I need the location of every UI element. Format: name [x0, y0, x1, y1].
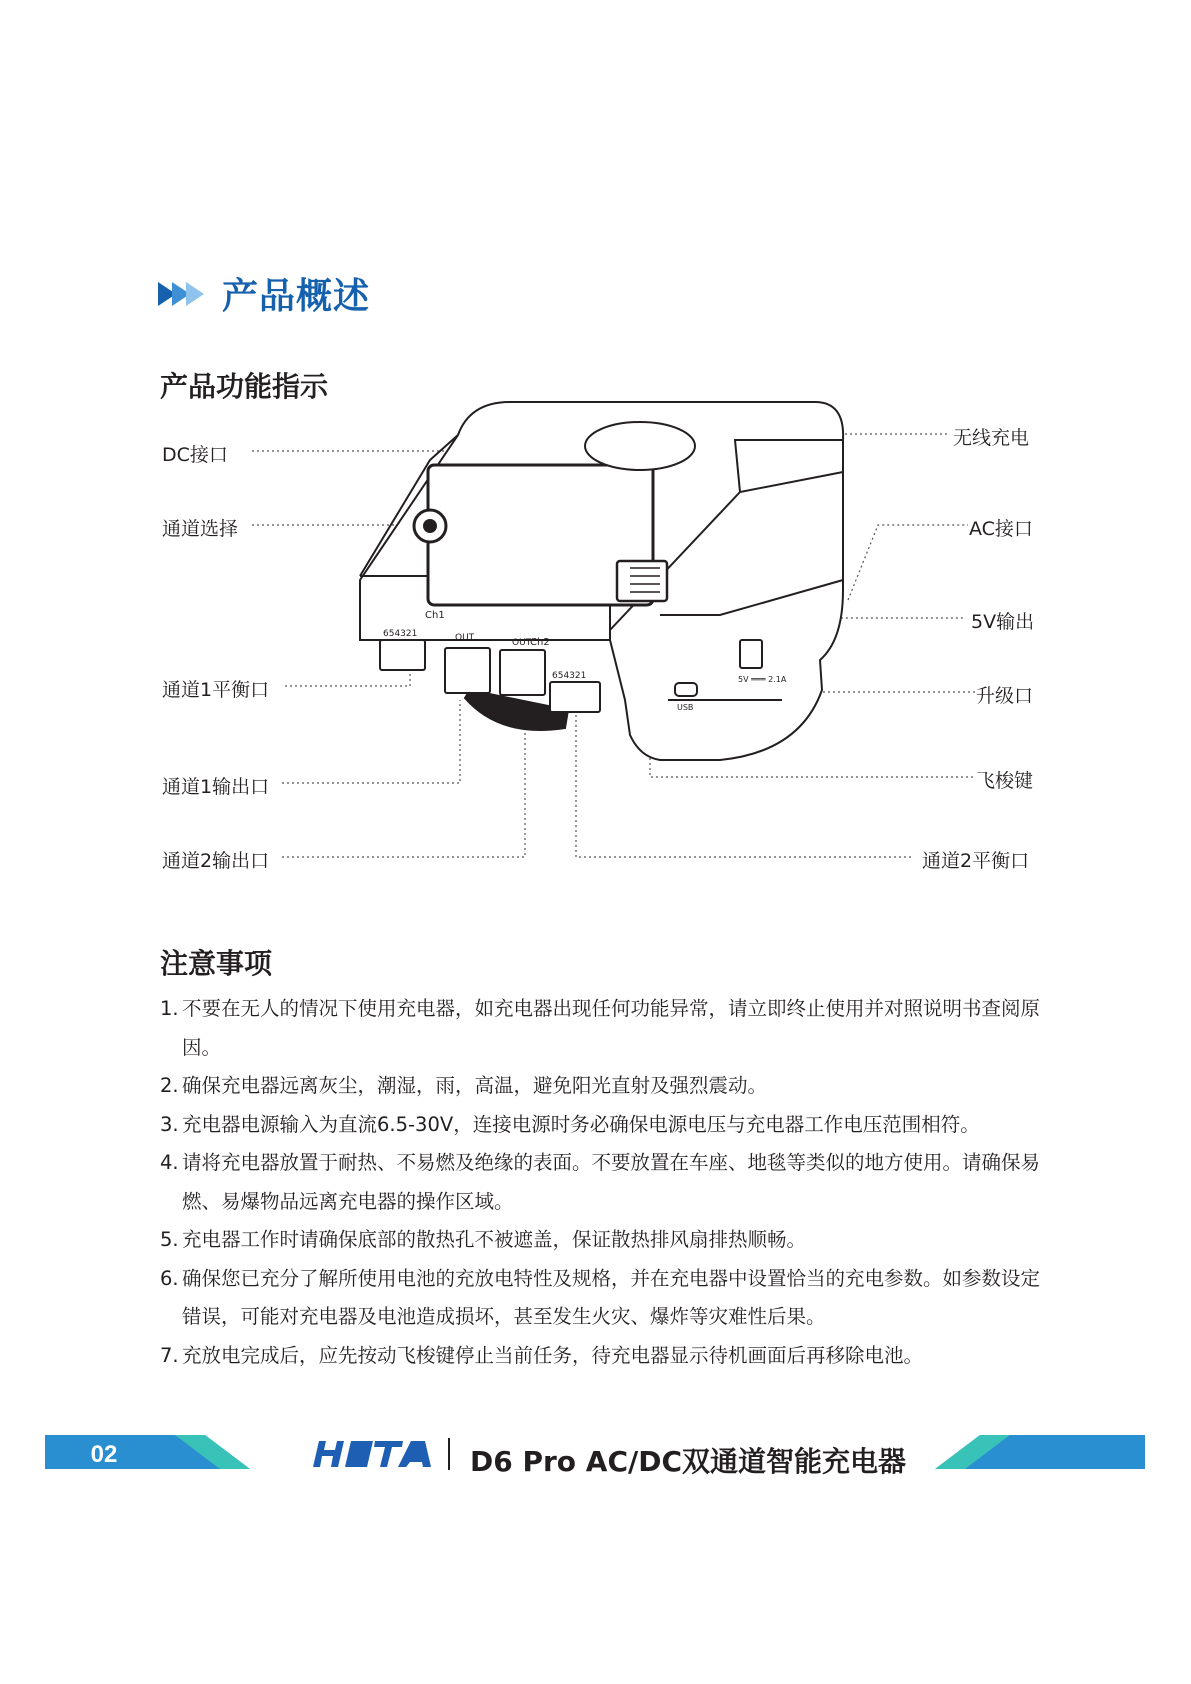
callout-ch1-output: 通道1输出口 [162, 776, 270, 798]
callout-usb-5v: 5V输出 [971, 611, 1035, 633]
footer-product-title: D6 Pro AC/DC双通道智能充电器 [470, 1445, 907, 1478]
callout-shuttle-key: 飞梭键 [976, 770, 1034, 792]
device-pins1: 654321 [383, 629, 418, 639]
note-text: 不要在无人的情况下使用充电器，如充电器出现任何功能异常，请立即终止使用并对照说明书查阅原因。 [182, 997, 1041, 1059]
note-number: 6. [160, 1266, 179, 1290]
notes-title: 注意事项 [160, 947, 273, 980]
footer-right-bar [935, 1435, 1191, 1475]
note-number: 7. [160, 1343, 179, 1367]
callout-ch1-balance: 通道1平衡口 [162, 679, 270, 701]
device-ch2: Ch2 [530, 637, 550, 648]
device-pins2: 654321 [552, 671, 587, 681]
callout-dc-port: DC接口 [162, 444, 228, 466]
note-text: 确保您已充分了解所使用电池的充放电特性及规格，并在充电器中设置恰当的充电参数。如参数设定错误，可能对充电器及电池造成损坏，甚至发生火灾、爆炸等灾难性后果。 [182, 1266, 1041, 1328]
device-out1: OUT [455, 633, 475, 643]
footer-left-bar [0, 1435, 260, 1475]
device-usb-rating: 5V ═══ 2.1A [738, 675, 787, 684]
note-item [160, 1144, 1040, 1221]
note-item [160, 1221, 1040, 1260]
note-number: 1. [160, 997, 179, 1020]
product-subtitle: 产品功能指示 [160, 370, 329, 403]
device-ch1: Ch1 [425, 610, 445, 621]
device-out2: OUT [512, 638, 532, 648]
note-item [160, 1067, 1040, 1106]
notes-list [160, 990, 1040, 1375]
section-title: 产品概述 [222, 276, 371, 317]
device-usb: USB [677, 703, 694, 712]
note-item [160, 1337, 1040, 1376]
note-number: 3. [160, 1112, 179, 1136]
note-item [160, 1260, 1040, 1337]
note-text: 请将充电器放置于耐热、不易燃及绝缘的表面。不要放置在车座、地毯等类似的地方使用。请确保易燃、易爆物品远离充电器的操作区域。 [182, 1151, 1041, 1213]
note-number: 5. [160, 1228, 179, 1251]
note-text: 充放电完成后，应先按动飞梭键停止当前任务，待充电器显示待机画面后再移除电池。 [182, 1343, 924, 1367]
note-text: 确保充电器远离灰尘，潮湿，雨，高温，避免阳光直射及强烈震动。 [182, 1074, 768, 1097]
note-item [160, 1106, 1040, 1145]
note-text: 充电器工作时请确保底部的散热孔不被遮盖，保证散热排风扇排热顺畅。 [182, 1228, 807, 1251]
page-number: 02 [90, 1441, 118, 1468]
footer-divider [448, 1438, 450, 1470]
note-number: 2. [160, 1074, 179, 1097]
callout-channel-select: 通道选择 [162, 518, 239, 540]
note-text: 充电器电源输入为直流6.5-30V，连接电源时务必确保电源电压与充电器工作电压范围相符。 [182, 1112, 980, 1136]
callout-ch2-output: 通道2输出口 [162, 850, 270, 872]
charger-body [360, 402, 843, 760]
note-item [160, 990, 1040, 1067]
note-number: 4. [160, 1151, 179, 1174]
callout-wireless: 无线充电 [953, 427, 1030, 449]
callout-ac-port: AC接口 [969, 518, 1033, 540]
hota-logo [313, 1437, 433, 1471]
callout-ch2-balance: 通道2平衡口 [922, 850, 1030, 872]
callout-upgrade: 升级口 [976, 685, 1034, 707]
